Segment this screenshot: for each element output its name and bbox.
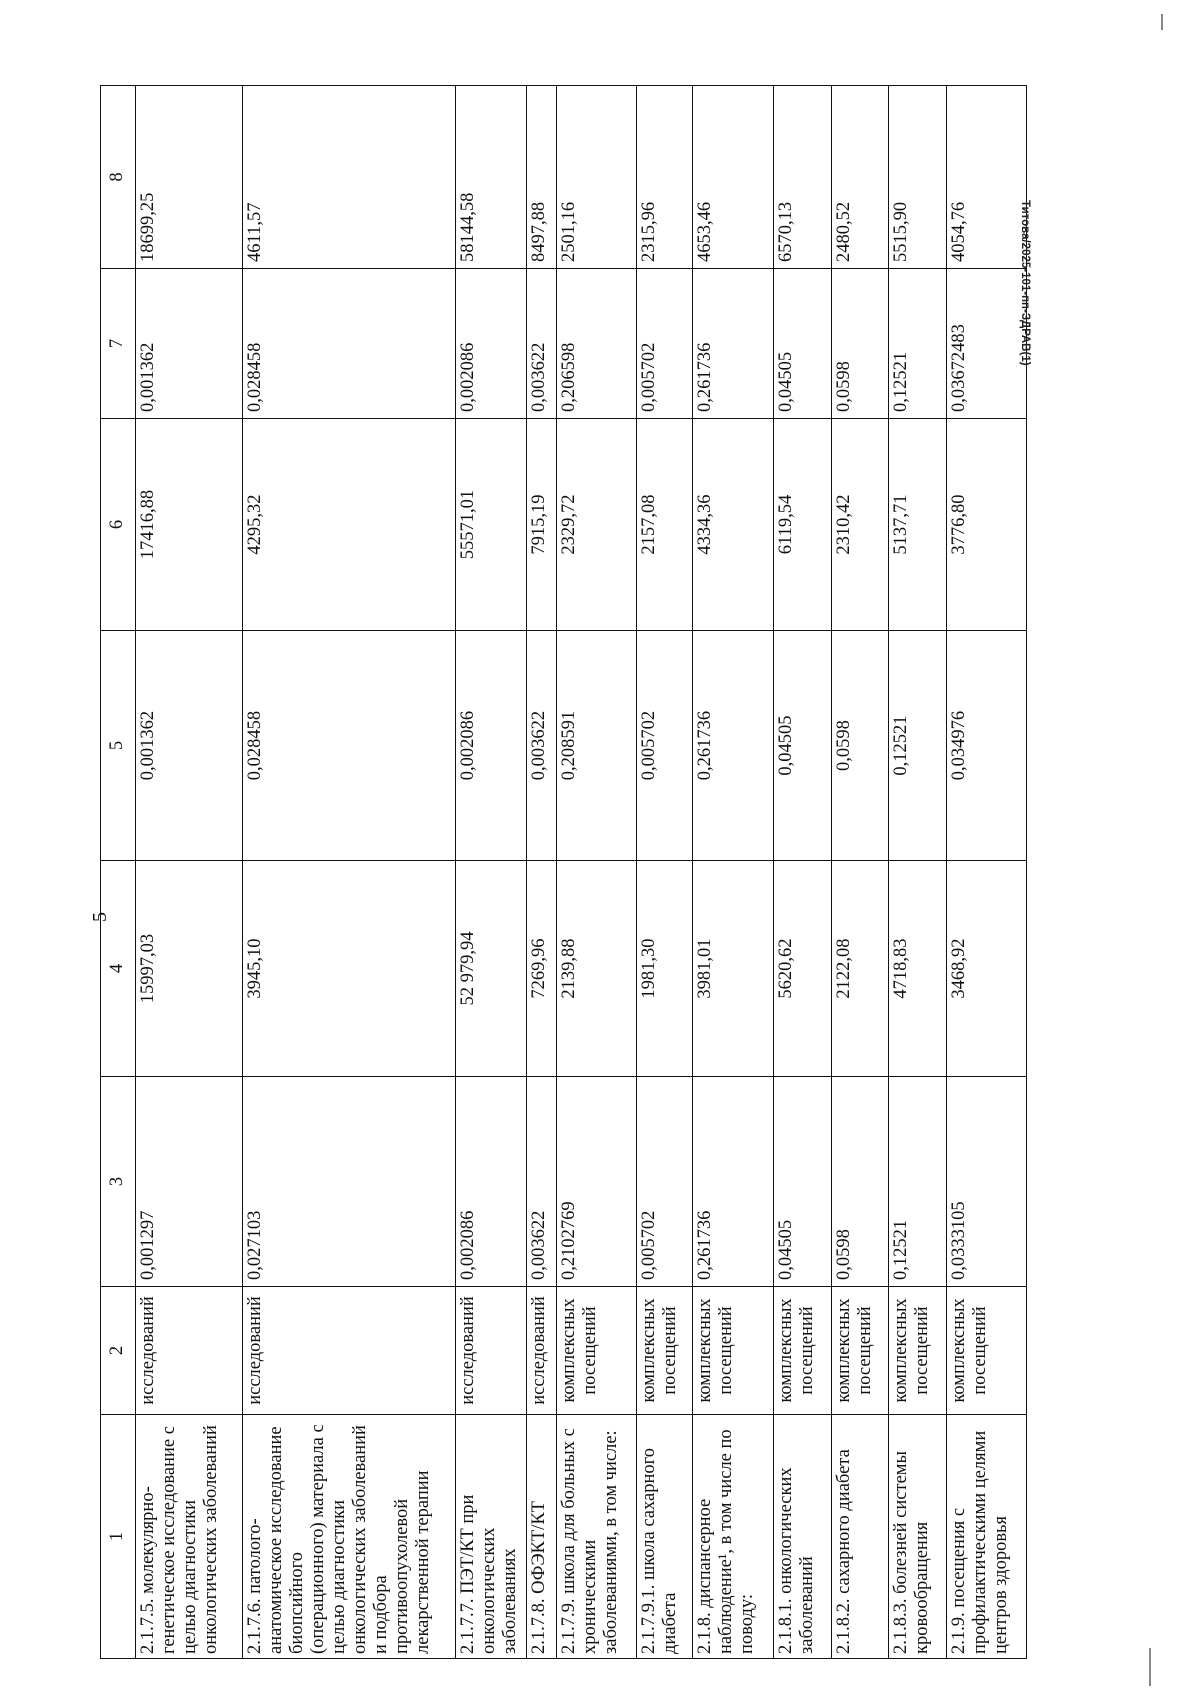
table-row	[831, 86, 889, 1659]
value-col8: 4611,57	[242, 86, 455, 269]
value-col5: 0,001362	[135, 631, 242, 861]
column-header-2: 2	[101, 1287, 136, 1415]
value-col3: 0,005702	[637, 1077, 693, 1287]
value-col8: 5515,90	[889, 86, 947, 269]
indicator-name: 2.1.7.9.1. школа сахарного диабета	[637, 1415, 693, 1659]
value-col7: 0,002086	[455, 269, 526, 419]
column-header-4: 4	[101, 861, 136, 1077]
column-header-5: 5	[101, 631, 136, 861]
column-header-1: 1	[101, 1415, 136, 1659]
value-col8: 18699,25	[135, 86, 242, 269]
value-col7: 0,003622	[527, 269, 556, 419]
value-col3: 0,001297	[135, 1077, 242, 1287]
value-col5: 0,04505	[773, 631, 831, 861]
value-col6: 2310,42	[831, 419, 889, 631]
value-col3: 0,0598	[831, 1077, 889, 1287]
value-col8: 2480,52	[831, 86, 889, 269]
value-col6: 7915,19	[527, 419, 556, 631]
value-col3: 0,2102769	[556, 1077, 637, 1287]
unit: комплексных посещений	[831, 1287, 889, 1415]
value-col7: 0,206598	[556, 269, 637, 419]
value-col4: 3981,01	[693, 861, 774, 1077]
data-table	[100, 85, 1027, 1659]
value-col3: 0,002086	[455, 1077, 526, 1287]
value-col4: 4718,83	[889, 861, 947, 1077]
value-col5: 0,208591	[556, 631, 637, 861]
rotated-table-container	[100, 86, 1027, 1659]
table-row	[947, 86, 1027, 1659]
value-col5: 0,002086	[455, 631, 526, 861]
value-col8: 2315,96	[637, 86, 693, 269]
indicator-name: 2.1.7.9. школа для больных с хроническими заболеваниями, в том числе:	[556, 1415, 637, 1659]
table-row	[773, 86, 831, 1659]
value-col7: 0,001362	[135, 269, 242, 419]
document-id: Титова/2025-101-пп-ЗДРАВ(1)	[1019, 200, 1031, 366]
value-col5: 0,034976	[947, 631, 1027, 861]
value-col4: 7269,96	[527, 861, 556, 1077]
scan-edge-mark-top	[1161, 14, 1163, 30]
indicator-name: 2.1.8.3. болезней системы кровообращения	[889, 1415, 947, 1659]
value-col6: 4334,36	[693, 419, 774, 631]
unit: исследований	[242, 1287, 455, 1415]
column-header-7: 7	[101, 269, 136, 419]
header-row	[101, 86, 136, 1659]
unit: комплексных посещений	[773, 1287, 831, 1415]
value-col6: 6119,54	[773, 419, 831, 631]
value-col3: 0,003622	[527, 1077, 556, 1287]
value-col4: 52 979,94	[455, 861, 526, 1077]
value-col8: 6570,13	[773, 86, 831, 269]
value-col5: 0,12521	[889, 631, 947, 861]
scan-edge-mark-bottom	[1149, 1648, 1151, 1686]
unit: комплексных посещений	[947, 1287, 1027, 1415]
indicator-name: 2.1.7.8. ОФЭКТ/КТ	[527, 1415, 556, 1659]
value-col7: 0,03672483	[947, 269, 1027, 419]
value-col5: 0,261736	[693, 631, 774, 861]
unit: комплексных посещений	[693, 1287, 774, 1415]
table-row	[889, 86, 947, 1659]
value-col6: 5137,71	[889, 419, 947, 631]
value-col8: 4054,76	[947, 86, 1027, 269]
value-col3: 0,04505	[773, 1077, 831, 1287]
unit: исследований	[527, 1287, 556, 1415]
value-col8: 58144,58	[455, 86, 526, 269]
value-col6: 3776,80	[947, 419, 1027, 631]
value-col5: 0,003622	[527, 631, 556, 861]
table-row	[556, 86, 637, 1659]
indicator-name: 2.1.7.5. молекулярно-генетическое исследование с целью диагностики онкологических заболеваний	[135, 1415, 242, 1659]
indicator-name: 2.1.8.1. онкологических заболеваний	[773, 1415, 831, 1659]
value-col7: 0,261736	[693, 269, 774, 419]
value-col7: 0,0598	[831, 269, 889, 419]
value-col7: 0,028458	[242, 269, 455, 419]
column-header-6: 6	[101, 419, 136, 631]
value-col3: 0,027103	[242, 1077, 455, 1287]
value-col4: 3945,10	[242, 861, 455, 1077]
value-col3: 0,261736	[693, 1077, 774, 1287]
value-col8: 8497,88	[527, 86, 556, 269]
value-col4: 3468,92	[947, 861, 1027, 1077]
indicator-name: 2.1.9. посещения с профилактическими целями центров здоровья	[947, 1415, 1027, 1659]
value-col4: 15997,03	[135, 861, 242, 1077]
column-header-8: 8	[101, 86, 136, 269]
value-col7: 0,005702	[637, 269, 693, 419]
table-row	[455, 86, 526, 1659]
value-col4: 2139,88	[556, 861, 637, 1077]
value-col4: 5620,62	[773, 861, 831, 1077]
indicator-name: 2.1.8. диспансерное наблюдение¹, в том числе по поводу:	[693, 1415, 774, 1659]
indicator-name: 2.1.7.7. ПЭТ/КТ при онкологических заболеваниях	[455, 1415, 526, 1659]
column-header-3: 3	[101, 1077, 136, 1287]
value-col6: 55571,01	[455, 419, 526, 631]
unit: комплексных посещений	[637, 1287, 693, 1415]
value-col5: 0,0598	[831, 631, 889, 861]
page-number: 5	[89, 912, 111, 922]
value-col6: 2157,08	[637, 419, 693, 631]
value-col4: 2122,08	[831, 861, 889, 1077]
value-col3: 0,12521	[889, 1077, 947, 1287]
table-row	[637, 86, 693, 1659]
value-col7: 0,04505	[773, 269, 831, 419]
value-col7: 0,12521	[889, 269, 947, 419]
value-col6: 17416,88	[135, 419, 242, 631]
indicator-name: 2.1.7.6. патолого-анатомическое исследование биопсийного (операционного) материала с целью диагностики онкологических заболеваний и подбора противоопухолевой лекарственной терапии	[242, 1415, 455, 1659]
unit: исследований	[455, 1287, 526, 1415]
unit: исследований	[135, 1287, 242, 1415]
value-col5: 0,028458	[242, 631, 455, 861]
table-row	[242, 86, 455, 1659]
value-col8: 4653,46	[693, 86, 774, 269]
value-col8: 2501,16	[556, 86, 637, 269]
table-row	[693, 86, 774, 1659]
unit: комплексных посещений	[556, 1287, 637, 1415]
table-row	[527, 86, 556, 1659]
table-row	[135, 86, 242, 1659]
value-col5: 0,005702	[637, 631, 693, 861]
value-col4: 1981,30	[637, 861, 693, 1077]
value-col6: 4295,32	[242, 419, 455, 631]
unit: комплексных посещений	[889, 1287, 947, 1415]
value-col6: 2329,72	[556, 419, 637, 631]
indicator-name: 2.1.8.2. сахарного диабета	[831, 1415, 889, 1659]
value-col3: 0,0333105	[947, 1077, 1027, 1287]
